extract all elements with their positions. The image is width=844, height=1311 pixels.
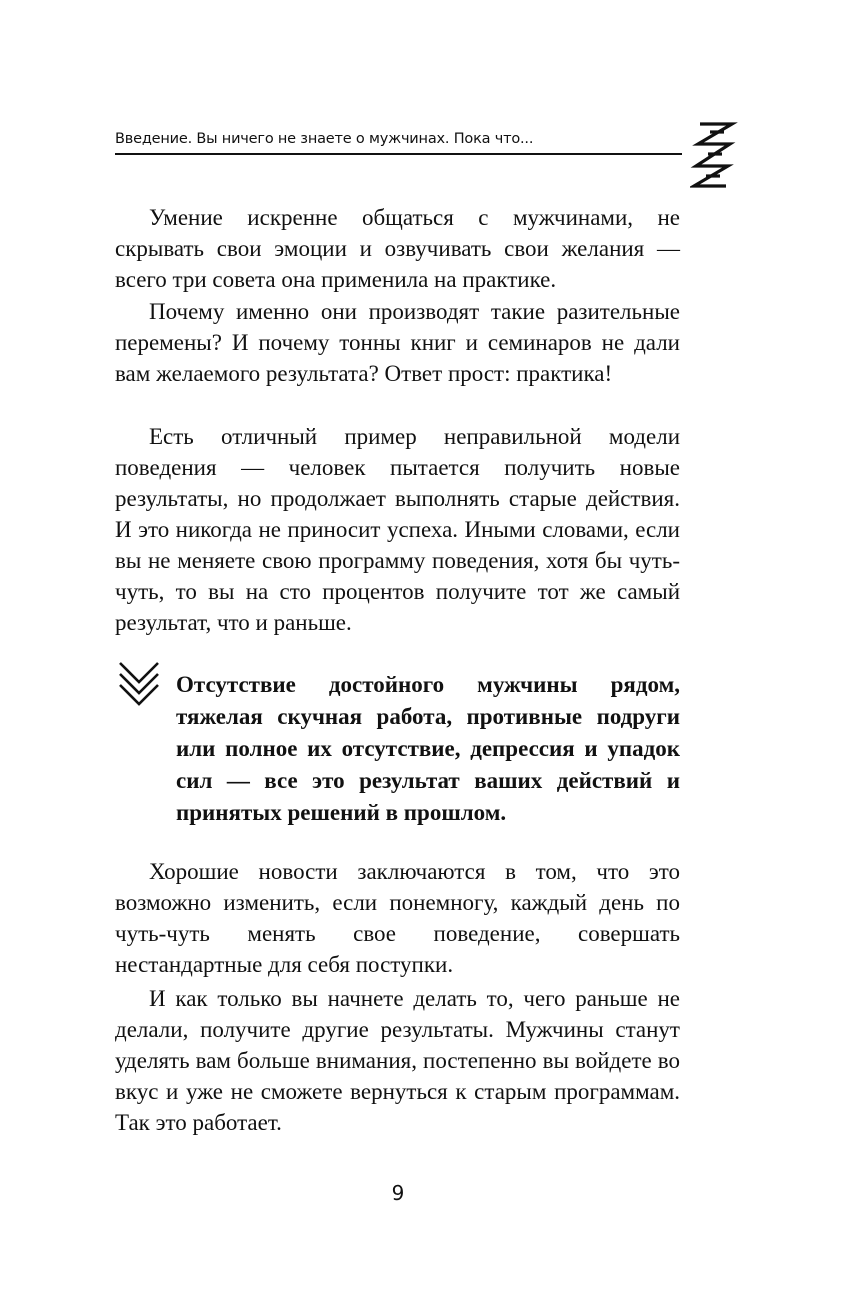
body-paragraph: Умение искренне общаться с мужчинами, не скрывать свои эмоции и озвучивать свои желания — всего три совета она применила на практике. <box>115 205 680 292</box>
body-paragraph: И как только вы начнете делать то, чего раньше не делали, получите другие результаты. Мужчины станут уделять вам больше внимания, постепенно вы войдете во вкус и уже не сможете вернуться к старым программам. Так это работает. <box>115 986 680 1135</box>
page-number: 9 <box>391 1181 405 1205</box>
header-rule <box>115 153 682 155</box>
double-chevron-quote-icon <box>117 660 163 706</box>
callout-text: Отсутствие достойного мужчины рядом, тяжелая скучная работа, противные подруги или полное их отсутствие, депрессия и упадок сил — все это результат ваших действий и принятых решений в прошлом. <box>176 672 680 825</box>
body-paragraph: Есть отличный пример неправильной модели поведения — человек пытается получить новые результаты, но продолжает выполнять старые действия. И это никогда не приносит успеха. Иными словами, если вы не меняете свою программу поведения, хотя бы чуть-чуть, то вы на сто процентов получите тот же самый результат, что и раньше. <box>115 424 680 635</box>
body-paragraph: Почему именно они производят такие разительные перемены? И почему тонны книг и семинаров не дали вам желаемого результата? Ответ прост: практика! <box>115 299 680 386</box>
running-head: Введение. Вы ничего не знаете о мужчинах. Пока что... <box>115 131 534 147</box>
stacked-chevrons-logo-icon <box>690 120 738 190</box>
body-paragraph: Хорошие новости заключаются в том, что это возможно изменить, если понемногу, каждый день по чуть-чуть менять свое поведение, совершать нестандартные для себя поступки. <box>115 859 680 977</box>
